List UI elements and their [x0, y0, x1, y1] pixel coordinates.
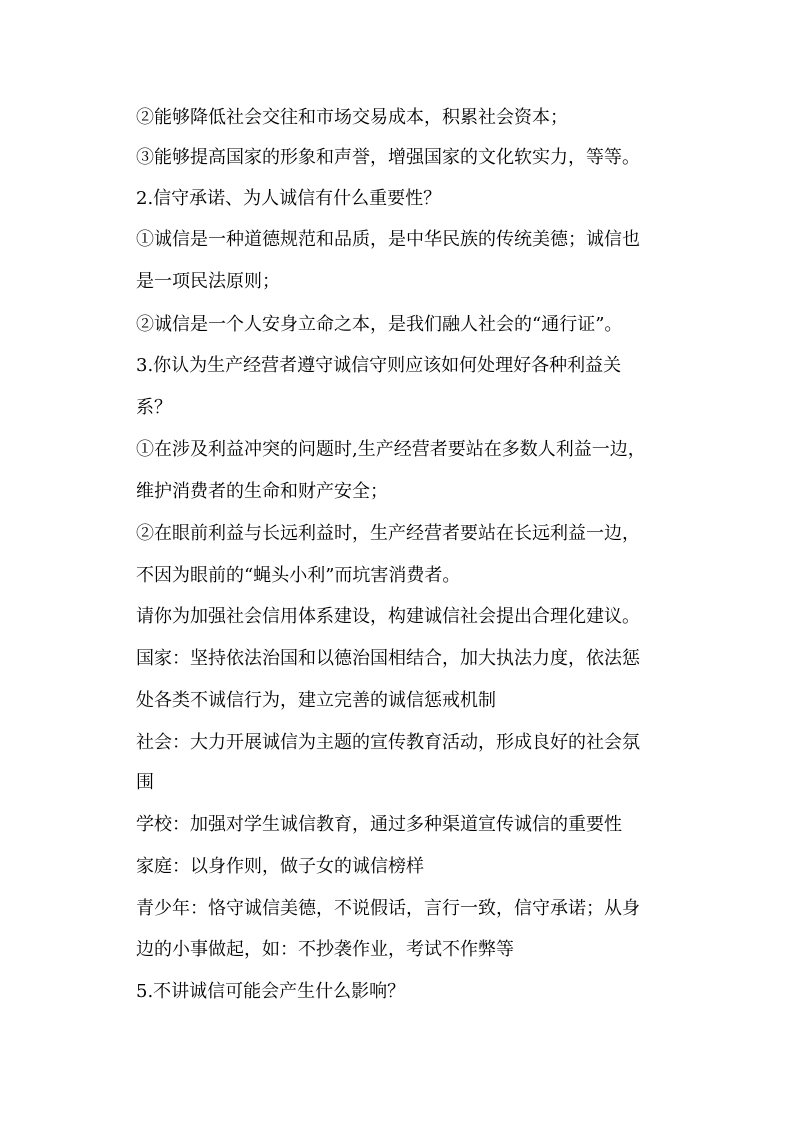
text-line: 2.信守承诺、为人诚信有什么重要性？ — [136, 188, 442, 209]
text-line: 是一项民法原则； — [136, 271, 280, 292]
text-line: 5.不讲诚信可能会产生什么影响？ — [136, 981, 406, 1002]
text-line: 学校：加强对学生诚信教育，通过多种渠道宣传诚信的重要性 — [136, 814, 622, 835]
text-line: 不因为眼前的“蝇头小利”而坑害消费者。 — [136, 565, 461, 586]
text-line: 系？ — [136, 397, 172, 418]
text-line: 处各类不诚信行为，建立完善的诚信惩戒机制 — [136, 690, 496, 711]
text-line: 家庭：以身作则，做子女的诚信榜样 — [136, 856, 424, 877]
text-line: 请你为加强社会信用体系建设，构建诚信社会提出合理化建议。 — [136, 606, 640, 627]
text-line: ③能够提高国家的形象和声誉，增强国家的文化软实力，等等。 — [136, 147, 640, 168]
text-line: ②诚信是一个人安身立命之本，是我们融人社会的“通行证”。 — [136, 314, 623, 335]
text-line: ②能够降低社会交往和市场交易成本，积累社会资本； — [136, 107, 568, 128]
text-line: 围 — [136, 772, 154, 793]
text-line: 青少年：恪守诚信美德，不说假话，言行一致，信守承诺；从身 — [136, 898, 640, 919]
text-line: ①在涉及利益冲突的问题时,生产经营者要站在多数人利益一边， — [136, 439, 646, 460]
text-line: 社会：大力开展诚信为主题的宣传教育活动，形成良好的社会氛 — [136, 732, 640, 753]
text-line: 边的小事做起，如：不抄袭作业，考试不作弊等 — [136, 939, 514, 960]
text-line: ②在眼前利益与长远利益时，生产经营者要站在长远利益一边， — [136, 523, 640, 544]
text-line: 3.你认为生产经营者遵守诚信守则应该如何处理好各种利益关 — [136, 355, 622, 376]
text-line: ①诚信是一种道德规范和品质，是中华民族的传统美德；诚信也 — [136, 229, 640, 250]
text-line: 维护消费者的生命和财产安全； — [136, 481, 388, 502]
text-line: 国家：坚持依法治国和以德治国相结合，加大执法力度，依法惩 — [136, 648, 640, 669]
